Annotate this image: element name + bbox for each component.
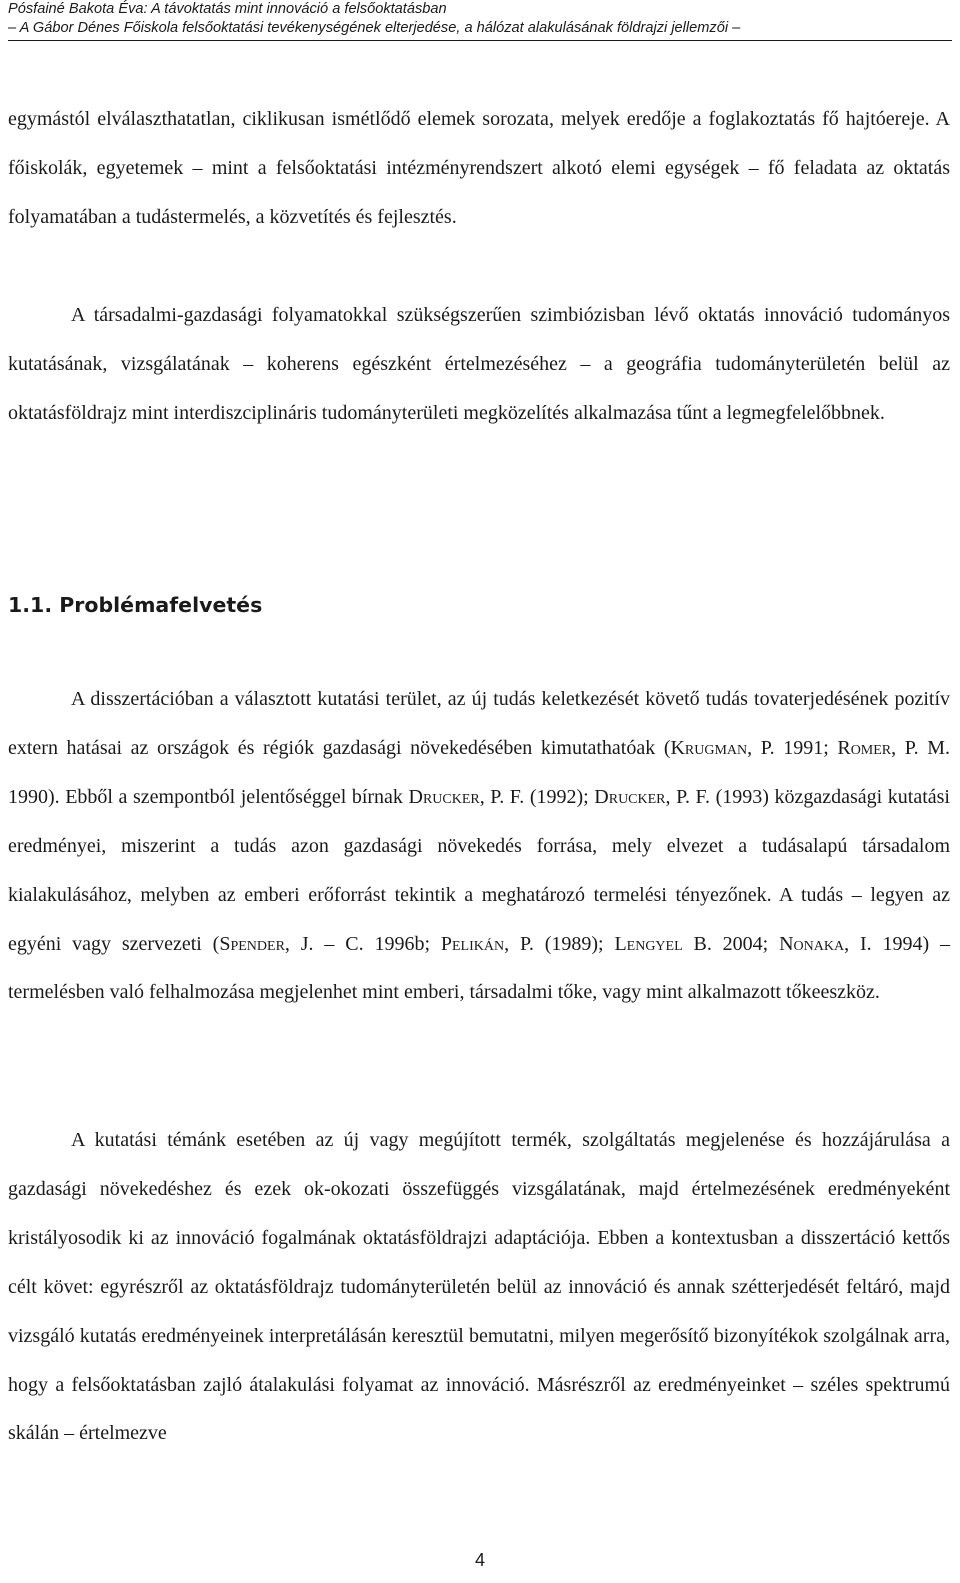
header-title: A távoktatás mint innováció a felsőoktatásban	[147, 1, 447, 17]
page-number: 4	[474, 1550, 485, 1570]
p3-text-3: , P. M. 1990). Ebből a szempontból jelentőséggel bírnak	[8, 736, 950, 808]
p3-text-8: B. 2004;	[682, 932, 780, 955]
p3-text-7: , P. (1989);	[504, 932, 615, 955]
citation-name-lengyel: Lengyel	[614, 932, 683, 955]
paragraph-4: A kutatási témánk esetében az új vagy megújított termék, szolgáltatás megjelenése és hozzájárulása a gazdasági növekedéshez és ezek ok-okozati összefüggés vizsgálatának, majd értelmezésének eredményeként kristályosodik ki az innováció fogalmának oktatásföldrajzi adaptációja. Ebben a kontextusban a disszertáció kettős célt követ: egyrészről az oktatásföldrajz tudományterületén belül az innováció és annak szétterjedését feltáró, majd vizsgáló kutatás eredményeinek interpretálásán keresztül bemutatni, milyen megerősítő bizonyítékok szolgálnak arra, hogy a felsőoktatásban zajló átalakulási folyamat az innováció. Másrészről az eredményeinket – széles spektrumú skálán – értelmezve	[8, 1129, 950, 1445]
citation-name-nonaka: Nonaka	[779, 932, 845, 955]
paragraph-3	[8, 675, 950, 1017]
citation-name-drucker-1: Drucker	[408, 785, 480, 808]
header-author: Pósfainé Bakota Éva:	[8, 1, 148, 17]
citation-name-drucker-2: Drucker	[594, 785, 666, 808]
p3-text-5: , P. F. (1993) közgazdasági kutatási eredményei, miszerint a tudás azon gazdasági növekedés forrása, mely elvezet a tudásalapú társadalom kialakulásához, melyben az emberi erőforrást tekintik a meghatározó termelési tényezőnek. A tudás – legyen az egyéni vagy szervezeti (	[8, 785, 950, 955]
running-header	[8, 0, 952, 38]
section-heading: 1.1. Problémafelvetés	[8, 593, 263, 617]
header-divider	[8, 40, 952, 41]
p3-text-2: , P. 1991;	[747, 736, 838, 759]
citation-name-romer: Romer	[837, 736, 892, 759]
citation-name-krugman: Krugman	[670, 736, 748, 759]
header-subtitle: – A Gábor Dénes Főiskola felsőoktatási tevékenységének elterjedése, a hálózat alakulásának földrajzi jellemzői –	[8, 20, 741, 36]
p3-text-1: A disszertációban a választott kutatási terület, az új tudás keletkezését követő tudás tovaterjedésének pozitív extern hatásai az országok és régiók gazdasági növekedésében kimutathatóak (	[8, 688, 950, 759]
citation-name-pelikan: Pelikán	[440, 932, 505, 955]
paragraph-2: A társadalmi-gazdasági folyamatokkal szükségszerűen szimbiózisban lévő oktatás innováció tudományos kutatásának, vizsgálatának – koherens egészként értelmezéséhez – a geográfia tudományterületén belül az oktatásföldrajz mint interdiszciplináris tudományterületi megközelítés alkalmazása tűnt a legmegfelelőbbnek.	[8, 304, 950, 424]
paragraph-1: egymástól elválaszthatatlan, ciklikusan ismétlődő elemek sorozata, melyek eredője a foglakoztatás fő hajtóereje. A főiskolák, egyetemek – mint a felsőoktatási intézményrendszert alkotó elemi egységek – fő feladata az oktatás folyamatában a tudástermelés, a közvetítés és fejlesztés.	[8, 108, 950, 228]
p3-text-4: , P. F. (1992);	[479, 785, 595, 808]
header-title-line	[8, 0, 952, 19]
p3-text-9: , I. 1994) – termelésben való felhalmozása megjelenhet mint emberi, társadalmi tőke, vagy mint alkalmazott tőkeeszköz.	[8, 932, 950, 1004]
citation-name-spender: Spender	[219, 932, 285, 955]
p3-text-6: , J. – C. 1996b;	[284, 932, 441, 955]
